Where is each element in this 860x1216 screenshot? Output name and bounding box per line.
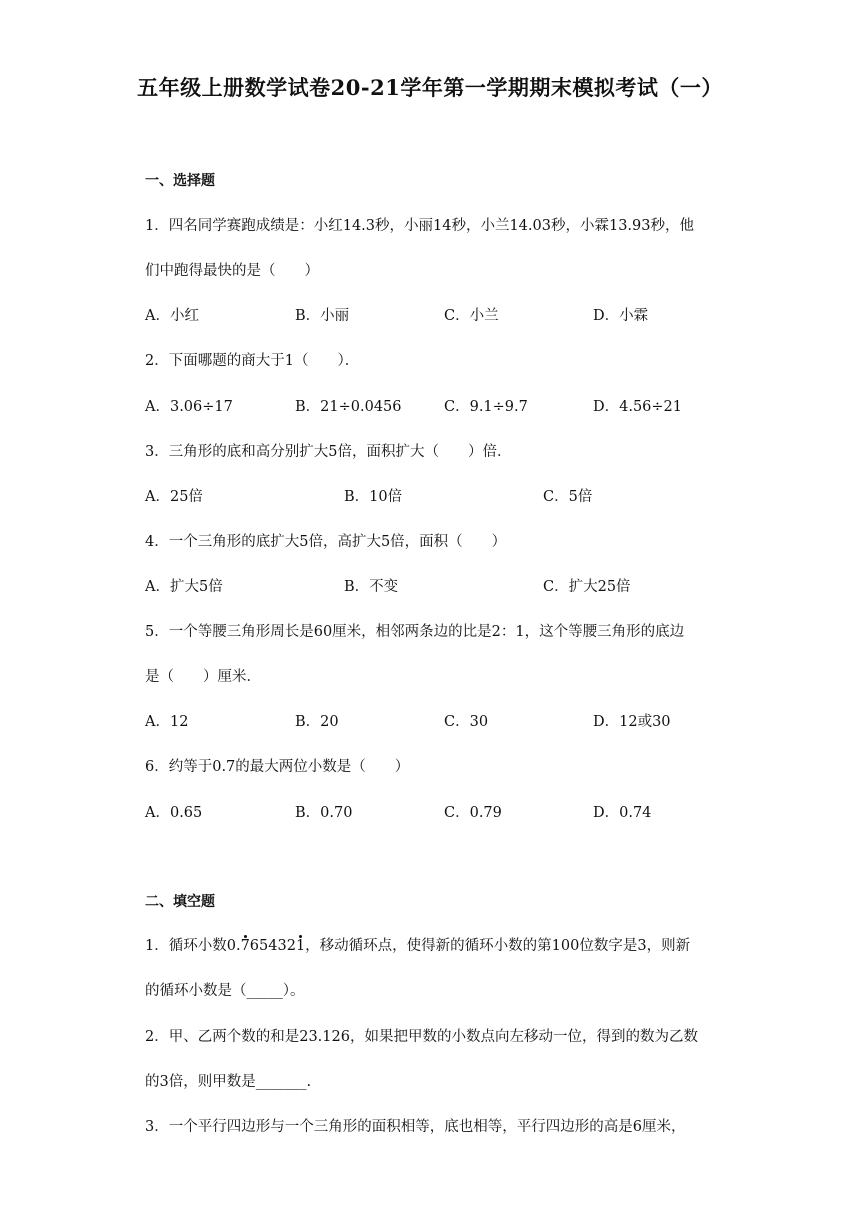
question-1-line-2: 们中跑得最快的是（ ） bbox=[145, 263, 319, 279]
option-b[interactable]: B．不变 bbox=[344, 579, 399, 595]
fill-question-2-line-1: 2．甲、乙两个数的和是23.126，如果把甲数的小数点向左移动一位，得到的数为乙数 bbox=[145, 1029, 698, 1045]
option-d[interactable]: D．4.56÷21 bbox=[593, 399, 683, 415]
option-c[interactable]: C．5倍 bbox=[543, 489, 593, 505]
fill-question-1-line-2: 的循环小数是（_____）。 bbox=[145, 983, 305, 999]
question-1-line-1: 1．四名同学赛跑成绩是：小红14.3秒，小丽14秒，小兰14.03秒，小霖13.93秒，他 bbox=[145, 218, 694, 234]
fill-question-2-line-2: 的3倍，则甲数是_______. bbox=[145, 1074, 312, 1090]
option-c[interactable]: C．扩大25倍 bbox=[543, 579, 631, 595]
option-c[interactable]: C．小兰 bbox=[444, 308, 499, 324]
repeat-middle-digits: 65432 bbox=[249, 938, 296, 954]
option-b[interactable]: B．20 bbox=[295, 714, 339, 730]
option-a[interactable]: A．扩大5倍 bbox=[145, 579, 223, 595]
option-a[interactable]: A．3.06÷17 bbox=[145, 399, 233, 415]
option-d[interactable]: D．小霖 bbox=[593, 308, 649, 324]
question-3-line-1: 3．三角形的底和高分别扩大5倍，面积扩大（ ）倍． bbox=[145, 444, 512, 460]
fill-question-3-line-1: 3．一个平行四边形与一个三角形的面积相等，底也相等，平行四边形的高是6厘米， bbox=[145, 1119, 686, 1135]
option-c[interactable]: C．9.1÷9.7 bbox=[444, 399, 528, 415]
section-heading-fill-in: 二、填空题 bbox=[145, 894, 215, 910]
option-b[interactable]: B．10倍 bbox=[344, 489, 403, 505]
option-b[interactable]: B．21÷0.0456 bbox=[295, 399, 402, 415]
repeat-end-digit: 1 bbox=[295, 938, 306, 954]
question-5-line-2: 是（ ）厘米． bbox=[145, 669, 261, 685]
option-b[interactable]: B．0.70 bbox=[295, 805, 353, 821]
option-b[interactable]: B．小丽 bbox=[295, 308, 350, 324]
option-a[interactable]: A．0.65 bbox=[145, 805, 203, 821]
option-d[interactable]: D．12或30 bbox=[593, 714, 671, 730]
option-a[interactable]: A．小红 bbox=[145, 308, 199, 324]
section-heading-choice: 一、选择题 bbox=[145, 173, 215, 189]
question-2-line-1: 2．下面哪题的商大于1（ ）． bbox=[145, 353, 360, 369]
option-c[interactable]: C．30 bbox=[444, 714, 489, 730]
option-a[interactable]: A．25倍 bbox=[145, 489, 203, 505]
option-a[interactable]: A．12 bbox=[145, 714, 189, 730]
question-5-line-1: 5．一个等腰三角形周长是60厘米，相邻两条边的比是2：1，这个等腰三角形的底边 bbox=[145, 624, 685, 640]
question-4-line-1: 4．一个三角形的底扩大5倍，高扩大5倍，面积（ ） bbox=[145, 534, 507, 550]
repeat-start-digit: 7 bbox=[240, 938, 250, 954]
option-c[interactable]: C．0.79 bbox=[444, 805, 502, 821]
exam-title: 五年级上册数学试卷20-21学年第一学期期末模拟考试（一） bbox=[137, 75, 723, 100]
question-6-line-1: 6．约等于0.7的最大两位小数是（ ） bbox=[145, 759, 410, 775]
fill-question-1-line-1 bbox=[145, 934, 690, 955]
fill-question-1-suffix: ，移动循环点，使得新的循环小数的第100位数字是3，则新 bbox=[305, 938, 691, 954]
option-d[interactable]: D．0.74 bbox=[593, 805, 652, 821]
fill-question-1-prefix: 1．循环小数0. bbox=[145, 938, 241, 954]
